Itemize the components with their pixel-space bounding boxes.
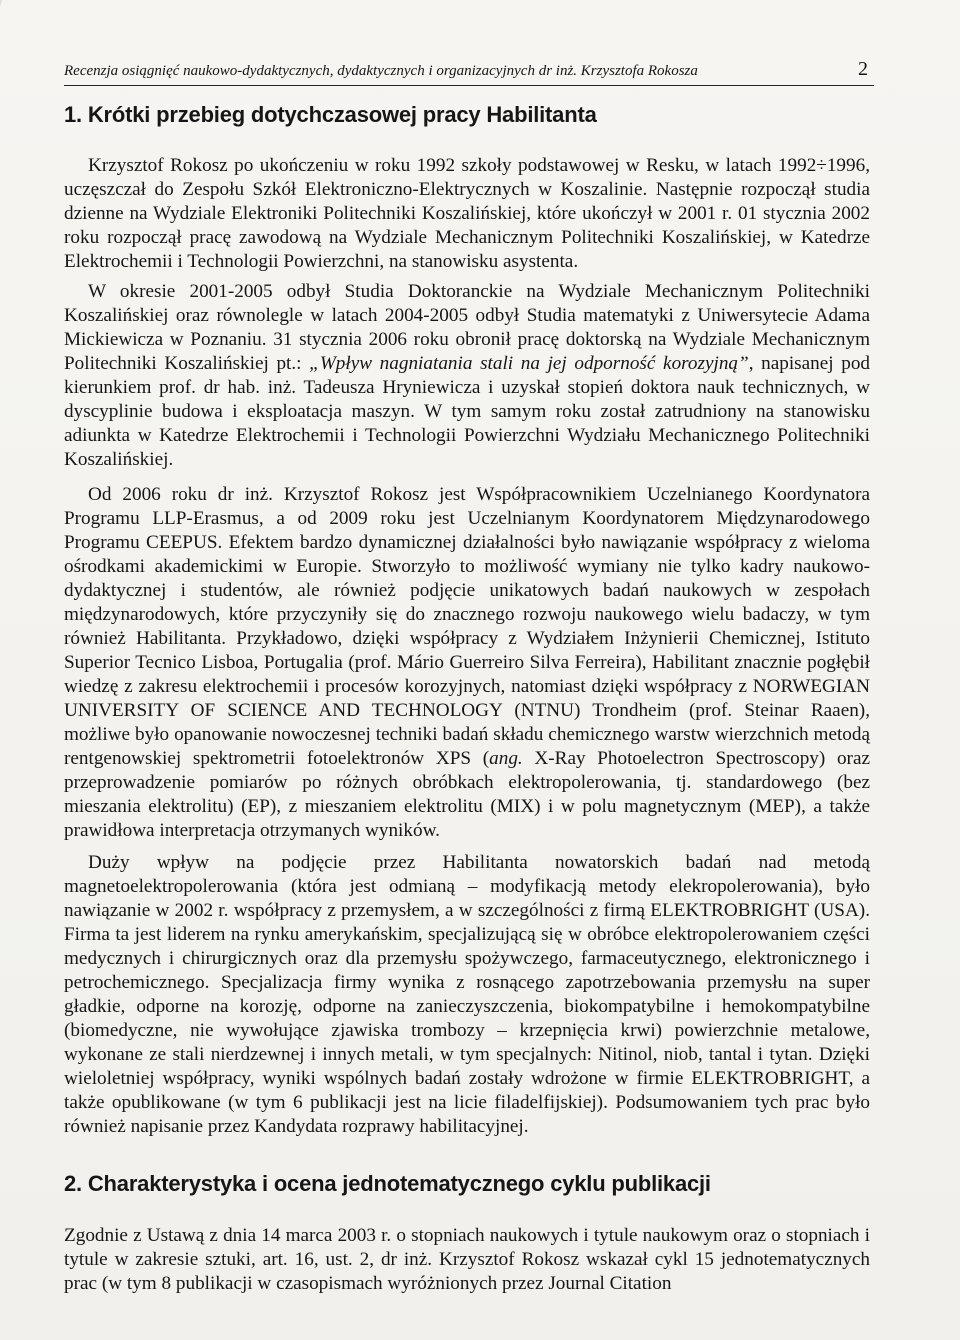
- ang-abbreviation: ang.: [489, 748, 523, 769]
- section-1-heading: 1. Krótki przebieg dotychczasowej pracy Habilitanta: [64, 102, 597, 127]
- document-body: [64, 88, 870, 1296]
- section-2-heading: 2. Charakterystyka i ocena jednotematycznego cyklu publikacji: [64, 1171, 711, 1196]
- section-1-paragraph-2: [64, 280, 870, 472]
- paragraph-3-text-b: X-Ray Photoelectron Spectroscopy) oraz przeprowadzenie pomiarów po różnych obróbkach elektropolerowania, tj. standardowego (bez mieszania elektrolitu) (EP), z mieszaniem elektrolitu (MIX) i w polu magnetycznym (MEP), a także prawidłowa interpretacja otrzymanych wyników.: [64, 748, 870, 841]
- section-1-paragraph-1: Krzysztof Rokosz po ukończeniu w roku 1992 szkoły podstawowej w Resku, w latach 1992÷1996, uczęszczał do Zespołu Szkół Elektroniczno-Elektrycznych w Koszalinie. Następnie rozpoczął studia dzienne na Wydziale Elektroniki Politechniki Koszalińskiej, które ukończył w 2001 r. 01 stycznia 2002 roku rozpoczął pracę zawodową na Wydziale Mechanicznym Politechniki Koszalińskiej, w Katedrze Elektrochemii i Technologii Powierzchni, na stanowisku asystenta.: [64, 155, 870, 272]
- scan-edge-artifact: [0, 0, 62, 140]
- header-title: Recenzja osiągnięć naukowo-dydaktycznych, dydaktycznych i organizacyjnych dr inż. Krzysztofa Rokosza: [64, 63, 698, 79]
- paragraph-3-text-a: Od 2006 roku dr inż. Krzysztof Rokosz jest Współpracownikiem Uczelnianego Koordynatora Programu LLP-Erasmus, a od 2009 roku jest Uczelnianym Koordynatorem Międzynarodowego Programu CEEPUS. Efektem bardzo dynamicznej działalności było nawiązanie współpracy z wieloma ośrodkami akademickimi w Europie. Stworzyło to możliwość wymiany nie tylko kadry naukowo-dydaktycznej i studentów, ale również podjęcie unikatowych badań naukowych w zespołach międzynarodowych, które przyczyniły się do znacznego rozwoju naukowego wielu badaczy, w tym również Habilitanta. Przykładowo, dzięki współpracy z Wydziałem Inżynierii Chemicznej, Istituto Superior Tecnico Lisboa, Portugalia (prof. Mário Guerreiro Silva Ferreira), Habilitant znacznie pogłębił wiedzę z zakresu elektrochemii i procesów korozyjnych, natomiast dzięki współpracy z NORWEGIAN UNIVERSITY OF SCIENCE AND TECHNOLOGY (NTNU) Trondheim (prof. Steinar Raaen), możliwe było opanowanie nowoczesnej techniki badań składu chemicznego warstw wierzchnich metodą rentgenowskiej spektrometrii fotoelektronów XPS (: [64, 484, 870, 769]
- section-2-paragraph-1: Zgodnie z Ustawą z dnia 14 marca 2003 r. o stopniach naukowych i tytule naukowym oraz o stopniach i tytule w zakresie sztuki, art. 16, ust. 2, dr inż. Krzysztof Rokosz wskazał cykl 15 jednotematycznych prac (w tym 8 publikacji w czasopismach wyróżnionych przez Journal Citation: [64, 1225, 870, 1294]
- section-1-paragraph-3: [64, 483, 870, 843]
- page-number: 2: [858, 58, 868, 80]
- thesis-title: „Wpływ nagniatania stali na jej odporność korozyjną”: [309, 353, 749, 374]
- paragraph-2-text-b: , napisanej pod kierunkiem prof. dr hab. inż. Tadeusza Hryniewicza i uzyskał stopień doktora nauk technicznych, w dyscyplinie budowa i eksploatacja maszyn. W tym samym roku został zatrudniony na stanowisku adiunkta w Katedrze Elektrochemii i Technologii Powierzchni Wydziału Mechanicznego Politechniki Koszalińskiej.: [64, 353, 871, 470]
- page-header: [64, 58, 874, 86]
- paragraph-2-text-a: W okresie 2001-2005 odbył Studia Doktoranckie na Wydziale Mechanicznym Politechniki Koszalińskiej oraz równolegle w latach 2004-2005 odbył Studia matematyki z Uniwersytecie Adama Mickiewicza w Poznaniu. 31 stycznia 2006 roku obronił pracę doktorską na Wydziale Mechanicznym Politechniki Koszalińskiej pt.:: [64, 281, 870, 374]
- section-1-paragraph-4: Duży wpływ na podjęcie przez Habilitanta nowatorskich badań nad metodą magnetoelektropolerowania (która jest odmianą – modyfikacją metody elekropolerowania), było nawiązanie w 2002 r. współpracy z przemysłem, a w szczególności z firmą ELEKTROBRIGHT (USA). Firma ta jest liderem na rynku amerykańskim, specjalizującą się w obróbce elektropolerowaniem części medycznych i chirurgicznych oraz dla przemysłu spożywczego, farmaceutycznego, elektronicznego i petrochemicznego. Specjalizacja firmy wynika z rosnącego zapotrzebowania przemysłu na super gładkie, odporne na korozję, odporne na zanieczyszczenia, biokompatybilne i hemokompatybilne (biomedyczne, nie wywołujące zjawiska trombozy – krzepnięcia krwi) powierzchnie metalowe, wykonane ze stali nierdzewnej i innych metali, w tym specjalnych: Nitinol, niob, tantal i tytan. Dzięki wieloletniej współpracy, wyniki wspólnych badań zostały wdrożone w firmie ELEKTROBRIGHT, a także opublikowane (w tym 6 publikacji jest na licie filadelfijskiej). Podsumowaniem tych prac było również napisanie przez Kandydata rozprawy habilitacyjnej.: [64, 852, 870, 1137]
